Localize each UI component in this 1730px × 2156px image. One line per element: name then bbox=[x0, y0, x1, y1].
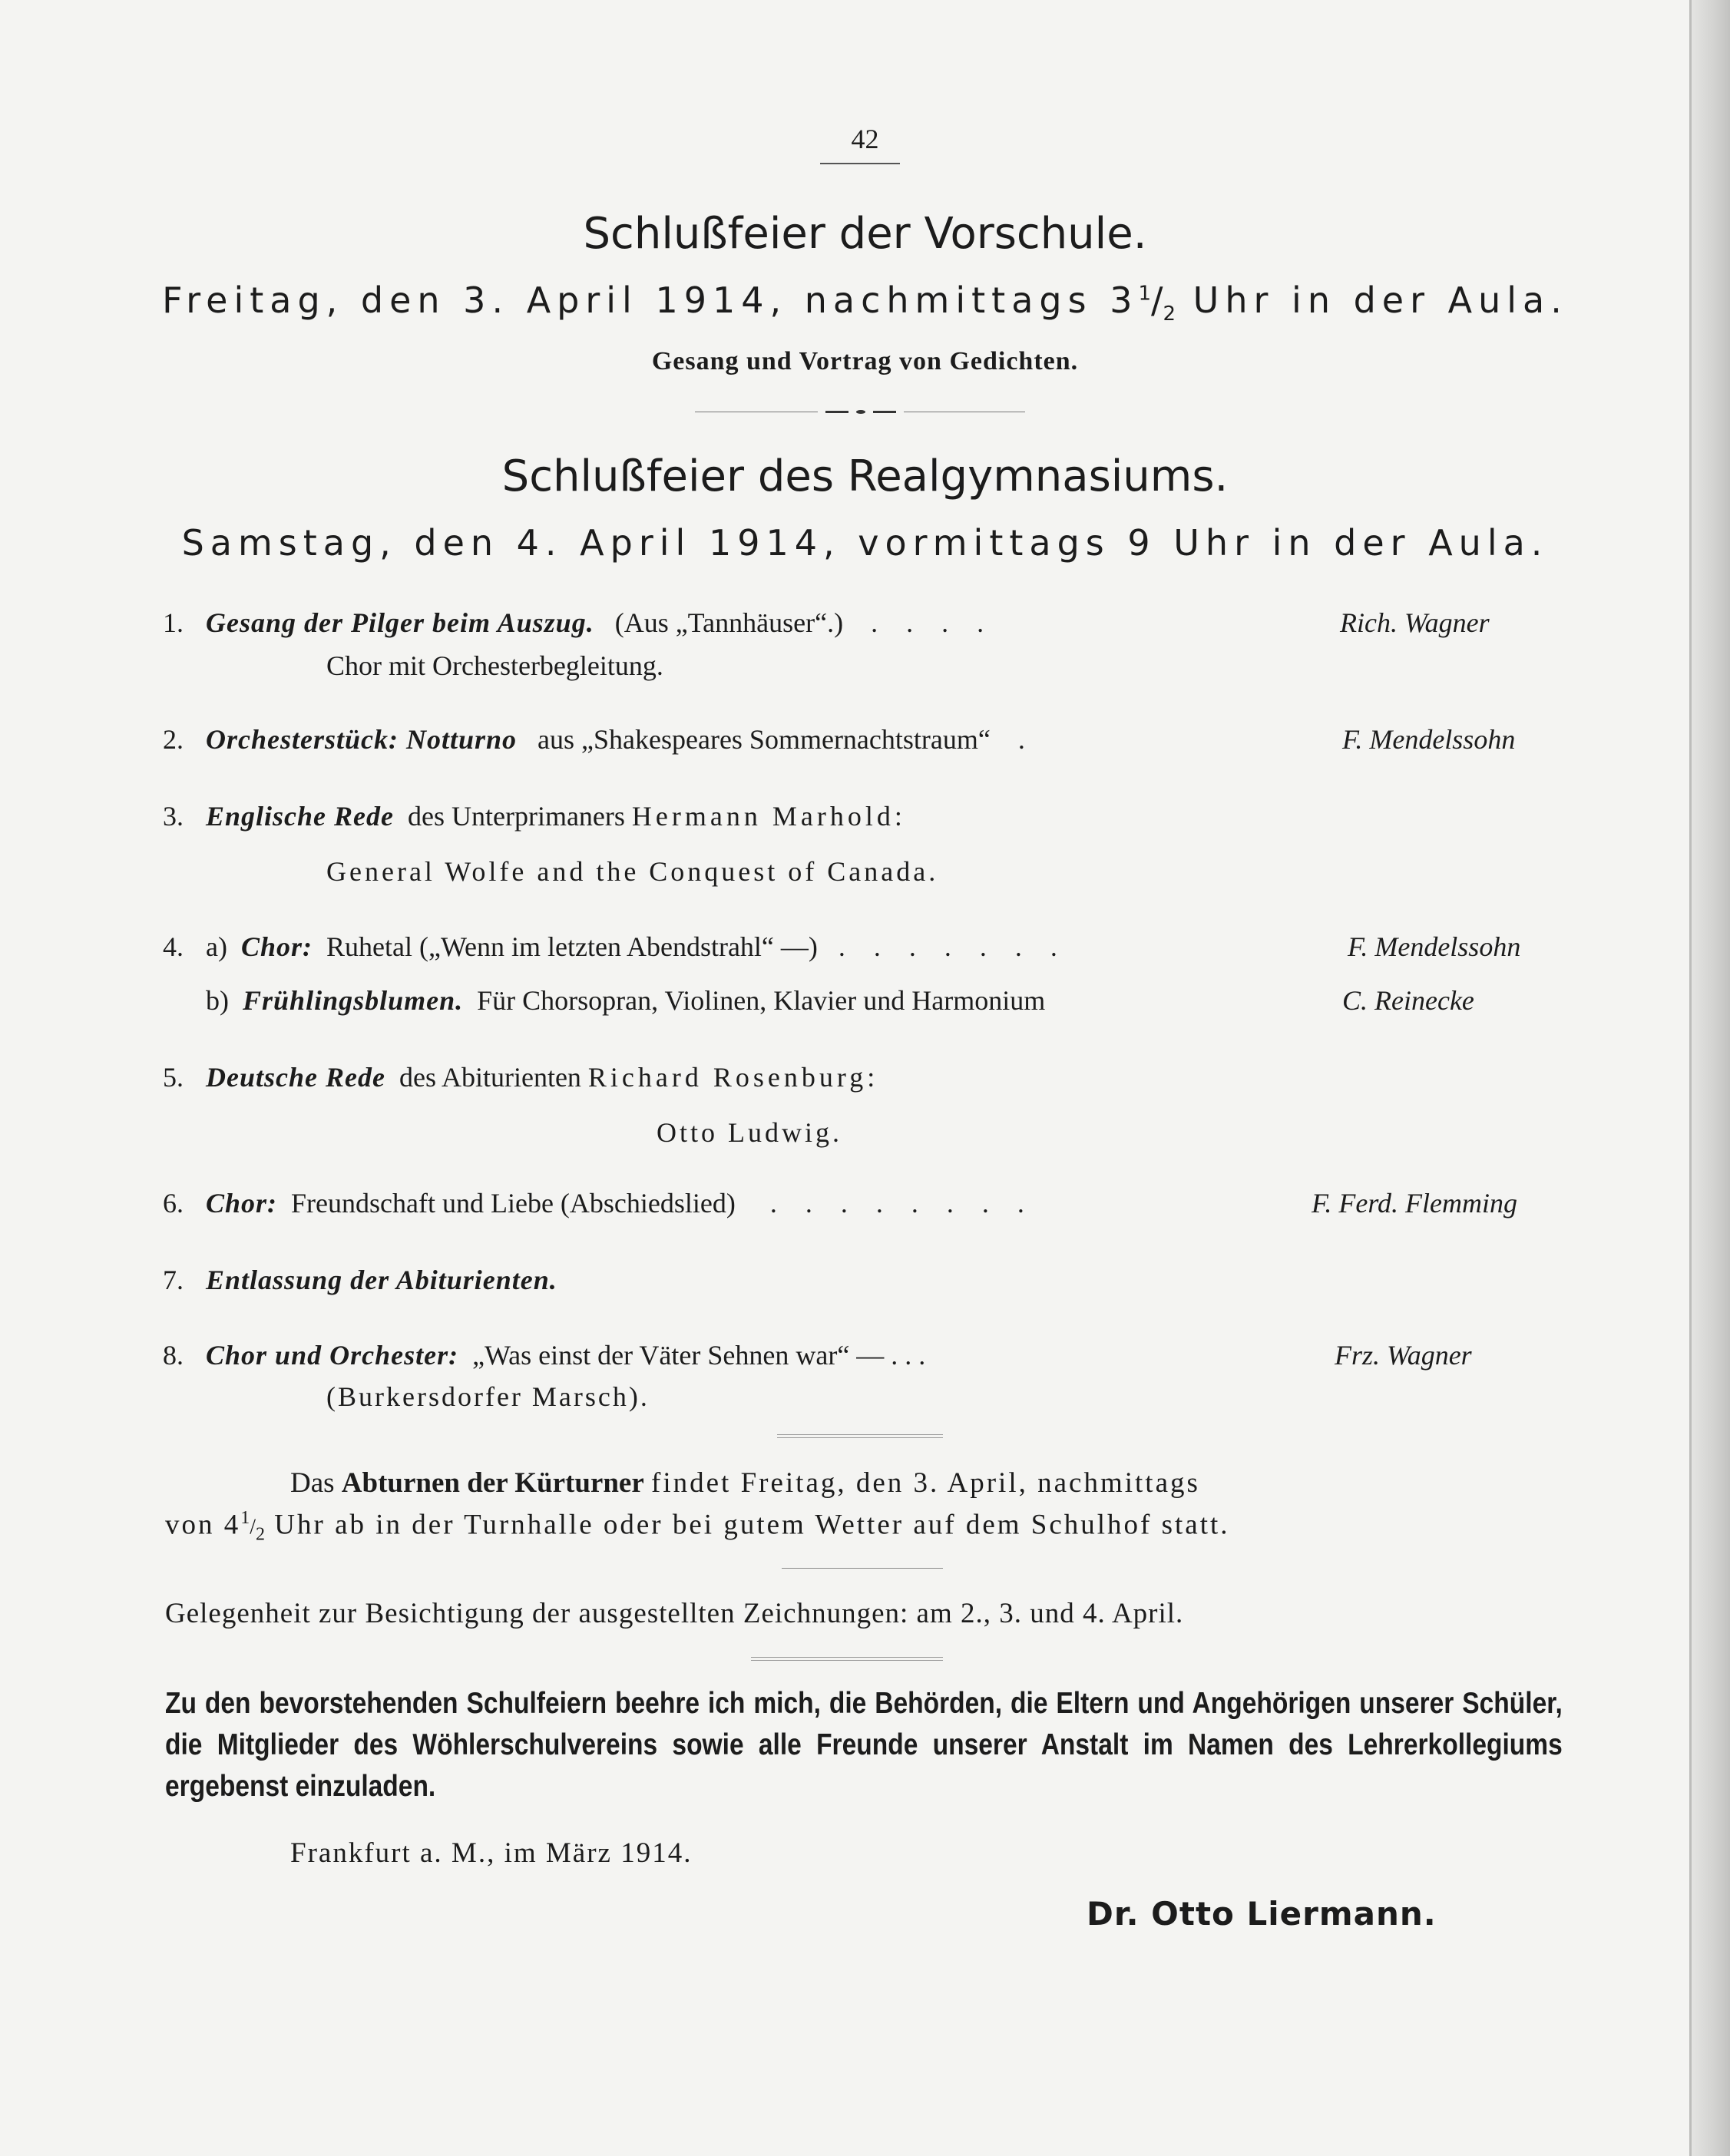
section-divider-2 bbox=[782, 1568, 943, 1569]
turnen-line-2-pre: von 4 bbox=[165, 1509, 241, 1541]
item-1-source: (Aus „Tannhäuser“.) bbox=[614, 607, 844, 638]
turnen-line-2-post: Uhr ab in der Turnhalle oder bei gutem Wetter auf dem Schulhof statt. bbox=[265, 1509, 1230, 1541]
realgymnasium-date: Samstag, den 4. April 1914, vormittags 9 Uhr in der Aula. bbox=[181, 522, 1549, 564]
item-8-text: „Was einst der Väter Sehnen war“ — . . . bbox=[472, 1340, 926, 1371]
vorschule-subtitle: Gesang und Vortrag von Gedichten. bbox=[651, 347, 1079, 375]
page-number: 42 bbox=[851, 124, 879, 154]
item-1-composer: Rich. Wagner bbox=[1340, 607, 1490, 638]
program-item-8 bbox=[206, 1339, 925, 1371]
signature: Dr. Otto Liermann. bbox=[1087, 1895, 1437, 1933]
program-item-4a bbox=[206, 931, 1068, 963]
item-4b-text: Für Chorsopran, Violinen, Klavier und Harmonium bbox=[477, 985, 1046, 1016]
vorschule-date: Freitag, den 3. April 1914, nachmittags $3^1/_2$ Uhr in der Aula. bbox=[162, 279, 1568, 326]
turnen-post: findet Freitag, den 3. April, nachmittags bbox=[651, 1467, 1200, 1499]
turnen-line-1 bbox=[290, 1467, 1200, 1500]
item-5-title: Deutsche Rede bbox=[206, 1062, 385, 1093]
item-1-dots: . . . . bbox=[871, 607, 995, 638]
program-item-4b bbox=[206, 984, 1045, 1017]
item-7-title: Entlassung der Abiturienten. bbox=[206, 1265, 557, 1295]
page-number-rule bbox=[820, 163, 900, 164]
item-6-number: 6. bbox=[163, 1188, 184, 1219]
turnen-pre: Das bbox=[290, 1467, 335, 1499]
invitation-paragraph: Zu den bevorstehenden Schulfeiern beehre ich mich, die Behörden, die Eltern und Angehörigen unserer Schüler, die Mitglieder des Wöhlerschulvereins sowie alle Freunde unserer Anstalt im Namen des Lehrerkollegiums ergebenst einzuladen. bbox=[165, 1687, 1563, 1803]
item-6-title: Chor: bbox=[206, 1188, 278, 1219]
item-4a-dots: . . . . . . . bbox=[838, 931, 1068, 962]
item-2-composer: F. Mendelssohn bbox=[1342, 724, 1516, 755]
program-item-3 bbox=[206, 800, 906, 832]
item-6-dots: . . . . . . . . bbox=[769, 1188, 1035, 1219]
item-4a-title: Chor: bbox=[240, 931, 313, 962]
item-2-title: Orchesterstück: Notturno bbox=[206, 724, 518, 755]
program-item-1 bbox=[206, 607, 994, 639]
item-5-topic: Otto Ludwig. bbox=[657, 1117, 842, 1148]
item-3-topic: General Wolfe and the Conquest of Canada. bbox=[326, 856, 939, 887]
item-2-number: 2. bbox=[163, 724, 184, 755]
item-4a-composer: F. Mendelssohn bbox=[1348, 931, 1521, 962]
zeichnungen-line: Gelegenheit zur Besichtigung der ausgestellten Zeichnungen: am 2., 3. und 4. April. bbox=[165, 1598, 1184, 1629]
turnen-fraction-denominator: 2 bbox=[256, 1524, 266, 1545]
item-7-number: 7. bbox=[163, 1265, 184, 1295]
vorschule-fraction-denominator: 2 bbox=[1163, 303, 1176, 326]
turnen-fraction-numerator: 1 bbox=[240, 1508, 250, 1528]
ornament-divider bbox=[695, 409, 1025, 415]
item-1-title: Gesang der Pilger beim Auszug. bbox=[206, 607, 594, 638]
program-item-6 bbox=[206, 1187, 1035, 1219]
vorschule-date-end: Uhr in der Aula. bbox=[1176, 279, 1568, 321]
program-item-2 bbox=[206, 723, 1025, 756]
program-item-5 bbox=[206, 1061, 878, 1093]
item-6-text: Freundschaft und Liebe (Abschiedslied) bbox=[291, 1188, 736, 1219]
item-4-number: 4. bbox=[163, 931, 184, 962]
item-8-title: Chor und Orchester: bbox=[206, 1340, 459, 1371]
section-divider-3 bbox=[751, 1657, 943, 1661]
item-8-number: 8. bbox=[163, 1340, 184, 1371]
item-4b-composer: C. Reinecke bbox=[1342, 985, 1474, 1016]
vorschule-title: Schlußfeier der Vorschule. bbox=[583, 209, 1147, 259]
item-6-composer: F. Ferd. Flemming bbox=[1312, 1188, 1517, 1219]
item-4a-label: a) bbox=[206, 931, 227, 962]
item-3-number: 3. bbox=[163, 801, 184, 832]
item-2-text: aus „Shakespeares Sommernachtstraum“ bbox=[538, 724, 991, 755]
vorschule-fraction-numerator: 1 bbox=[1138, 282, 1152, 306]
place-date: Frankfurt a. M., im März 1914. bbox=[290, 1837, 693, 1869]
turnen-line-2: von $4^1/_2$ Uhr ab in der Turnhalle oder bei gutem Wetter auf dem Schulhof statt. bbox=[165, 1508, 1230, 1545]
item-5-text: des Abiturienten bbox=[399, 1062, 581, 1093]
item-8-composer: Frz. Wagner bbox=[1335, 1340, 1472, 1371]
item-3-title: Englische Rede bbox=[206, 801, 394, 832]
item-4b-title: Frühlingsblumen. bbox=[243, 985, 464, 1016]
item-3-text: des Unterprimaners bbox=[408, 801, 625, 832]
item-4a-text: Ruhetal („Wenn im letzten Abendstrahl“ —) bbox=[326, 931, 818, 962]
program-item-7 bbox=[206, 1264, 557, 1296]
item-8-note: (Burkersdorfer Marsch). bbox=[326, 1381, 650, 1412]
item-3-speaker: Hermann Marhold: bbox=[631, 801, 906, 832]
item-2-dots: . bbox=[1017, 724, 1025, 755]
item-5-number: 5. bbox=[163, 1062, 184, 1093]
item-1-number: 1. bbox=[163, 607, 184, 638]
item-5-speaker: Richard Rosenburg: bbox=[587, 1062, 879, 1093]
section-divider-1 bbox=[777, 1434, 943, 1438]
item-4b-label: b) bbox=[206, 985, 229, 1016]
turnen-bold: Abturnen der Kürturner bbox=[341, 1467, 644, 1499]
realgymnasium-title: Schlußfeier des Realgymnasiums. bbox=[501, 451, 1229, 501]
vorschule-date-main: Freitag, den 3. April 1914, nachmittags 3 bbox=[162, 279, 1139, 321]
item-1-note: Chor mit Orchesterbegleitung. bbox=[326, 650, 663, 681]
